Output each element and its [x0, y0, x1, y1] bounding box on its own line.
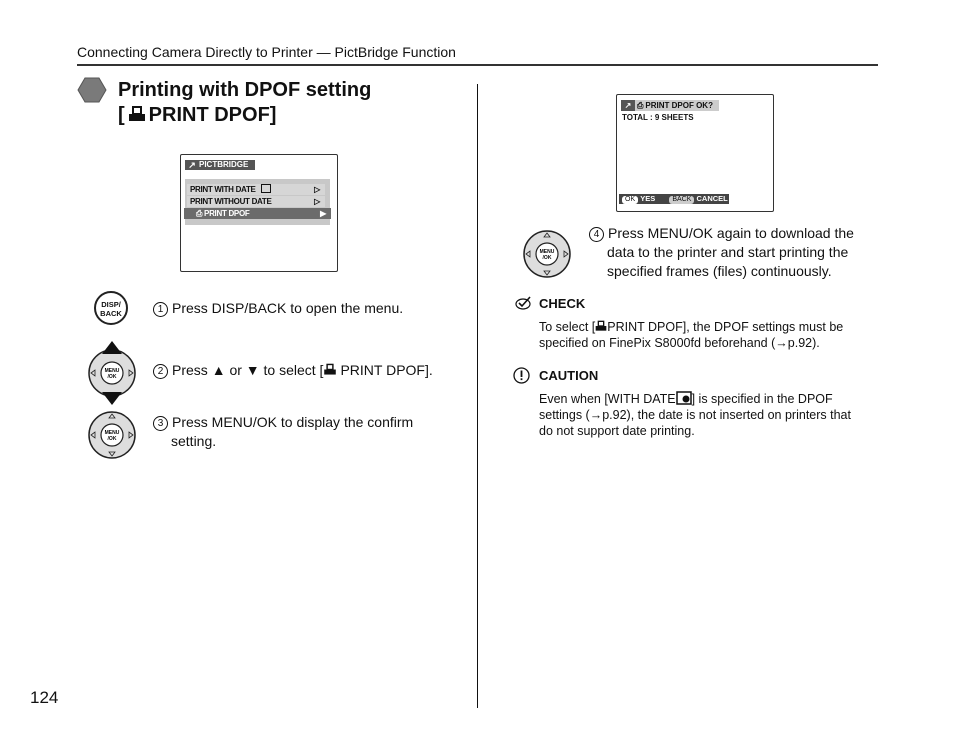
page-title — [118, 78, 371, 128]
check-text: To select [ PRINT DPOF], the DPOF settings must be specified on FinePix S8000fd beforehand (→p.92). — [539, 320, 844, 350]
caution-label: CAUTION — [539, 368, 599, 383]
step-1: 1 Press DISP/BACK to open the menu. — [153, 299, 403, 318]
title-line1: Printing with DPOF setting — [118, 79, 372, 101]
menu-item-print-dpof[interactable]: ⎙ PRINT DPOF ▶ — [184, 208, 331, 219]
back-button-label[interactable]: BACK — [669, 196, 694, 204]
svg-text:MENU: MENU — [104, 368, 120, 374]
arrow-right-icon: ▷ — [314, 185, 320, 194]
page-number: 124 — [30, 688, 59, 707]
pictbridge-icon: ↗ — [188, 160, 196, 170]
screen-footer: OK YES BACK CANCEL — [619, 194, 729, 204]
svg-text:/OK: /OK — [107, 436, 117, 442]
total-sheets: TOTAL : 9 SHEETS — [622, 113, 694, 122]
camera-screen-pictbridge — [180, 154, 338, 272]
menu-ok-button-icon[interactable] — [522, 229, 572, 279]
date-icon — [676, 391, 692, 405]
arrow-right-icon: ▷ — [314, 197, 320, 206]
check-label: CHECK — [539, 295, 586, 311]
svg-text:/OK: /OK — [542, 255, 552, 261]
arrow-up-icon: ▲ — [211, 362, 226, 378]
step-2: 2 Press ▲ or ▼ to select [ PRINT DPOF]. — [153, 361, 433, 380]
date-icon — [261, 184, 271, 193]
printer-icon — [595, 320, 607, 332]
menu-ok-button-icon[interactable] — [87, 410, 137, 460]
svg-text:/OK: /OK — [107, 374, 117, 380]
menu-item-print-without-date[interactable]: PRINT WITHOUT DATE ▷ — [187, 196, 325, 207]
screen-tag: ↗ PICTBRIDGE — [185, 160, 255, 170]
printer-icon — [323, 363, 337, 376]
check-icon — [514, 295, 534, 311]
section-hexagon-icon — [77, 77, 107, 103]
menu-item-print-with-date[interactable]: PRINT WITH DATE ▷ — [187, 184, 325, 195]
printer-icon: ⎙ — [196, 209, 205, 218]
arrow-right-icon: ▶ — [320, 209, 326, 218]
caution-icon — [513, 367, 530, 384]
check-section — [514, 295, 585, 311]
printer-icon: ⎙ — [637, 101, 644, 110]
header-title: Connecting Camera Directly to Printer — PictBridge Function — [77, 44, 456, 60]
step-4: 4 Press MENU/OK again to download the data to the printer and start printing the specified frames (files) continuously. — [589, 224, 854, 281]
svg-text:MENU: MENU — [104, 430, 120, 436]
screen-tag: ↗ ⎙ PRINT DPOF OK? — [621, 100, 719, 111]
caution-section — [513, 367, 598, 384]
printer-icon — [128, 105, 146, 123]
dpad-up-down-icon[interactable] — [86, 340, 138, 406]
title-line2: [ PRINT DPOF] — [118, 104, 277, 126]
camera-screen-print-dpof-ok — [616, 94, 774, 212]
pictbridge-icon: ↗ — [621, 100, 635, 111]
column-divider — [477, 84, 478, 708]
ok-button-label[interactable]: OK — [622, 196, 638, 204]
step-3: 3 Press MENU/OK to display the confirm setting. — [153, 413, 413, 451]
header-rule — [77, 64, 878, 66]
caution-text: Even when [WITH DATE ] is specified in the DPOF settings (→p.92), the date is not inserted on printers that do not support date printing. — [539, 392, 851, 438]
arrow-down-icon: ▼ — [245, 362, 260, 378]
disp-back-button[interactable]: DISP/ BACK — [94, 291, 128, 325]
svg-text:MENU: MENU — [539, 249, 555, 255]
